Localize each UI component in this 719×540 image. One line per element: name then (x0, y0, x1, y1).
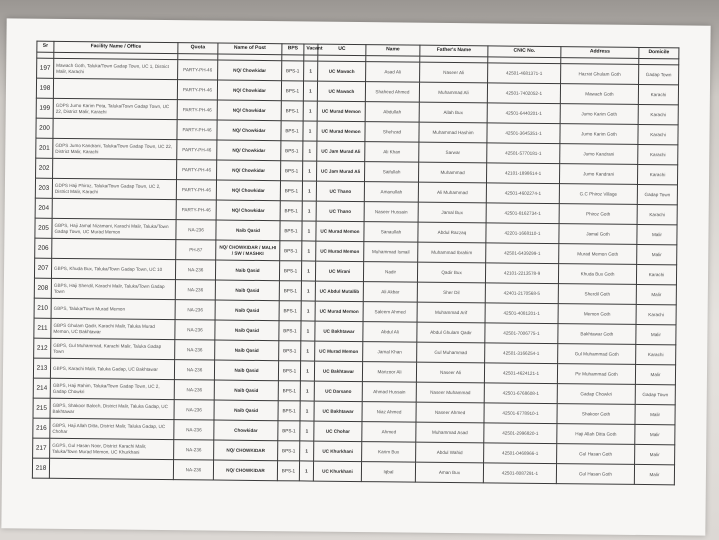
cell-vacant: 1 (303, 101, 317, 121)
cell-cnic: 42501-8087291-1 (483, 463, 556, 484)
cell-quota: PARTY-PH-46 (176, 180, 216, 200)
cell-quota: PARTY-PH-46 (177, 140, 217, 160)
cell-father-name: Abdul Razzaq (418, 222, 486, 243)
cell-vacant: 1 (299, 461, 313, 481)
cell-quota: NA-236 (173, 460, 213, 480)
cell-post: Naib Qasid (216, 220, 280, 241)
cell-serial: 207 (34, 258, 51, 278)
header-uc: UC (318, 44, 366, 56)
cell-serial: 211 (34, 318, 51, 338)
cell-uc: UC Murad Memon (315, 301, 363, 322)
cell-name: Shehzad (365, 122, 419, 143)
cell-address: Murad Memon Goth (559, 244, 637, 265)
cell-domicile: Gadap Town (639, 64, 679, 84)
cell-bps: BPS-1 (278, 401, 300, 421)
cell-cnic: 42501-4624121-1 (484, 363, 557, 384)
cell-uc: UC Mirani (315, 261, 363, 282)
header-bps: BPS (282, 44, 304, 55)
cell-address: Jumo Kandrani (559, 164, 637, 185)
cell-name: Abdul Ali (363, 322, 417, 343)
cell-bps: BPS-1 (279, 281, 301, 301)
cell-domicile: Karachi (638, 144, 678, 164)
cell-facility: GGPS, Gul Hasan Noor, District Karachi Malir, Taluka/Town Murad Memon, UC Khurkhani (50, 438, 174, 459)
cell-uc: UC Jam Murad Ali (317, 141, 365, 162)
cell-post: NQ/ Chowkidar (216, 180, 280, 201)
cell-domicile: Karachi (638, 84, 678, 104)
cell-cnic: 42101-2213578-9 (485, 263, 558, 284)
cell-domicile: Karachi (636, 304, 676, 324)
header-vacant: Vacant (304, 44, 318, 55)
cell-serial: 206 (35, 238, 52, 258)
cell-quota: PH-87 (176, 240, 216, 260)
cell-vacant: 1 (304, 61, 318, 81)
cell-facility: GBPS, Haji Allah Ditta, District Malir, Taluka Gadap, UC Chohar (50, 418, 174, 439)
cell-quota: NA-236 (174, 440, 214, 460)
cell-post: Naib Qasid (215, 300, 279, 321)
cell-quota: PARTY-PH-46 (177, 160, 217, 180)
cell-cnic: 42401-2170568-5 (485, 283, 558, 304)
cell-vacant: 1 (303, 141, 317, 161)
cell-post: NQ/ CHOWKIDAR / MALHI / SW / MASHKI (216, 240, 280, 261)
cell-post: NQ/ Chowkidar (217, 120, 281, 141)
cell-uc: UC Thano (316, 201, 364, 222)
cell-vacant: 1 (303, 161, 317, 181)
cell-name: Jamal Khan (363, 342, 417, 363)
cell-quota: NA-236 (176, 220, 216, 240)
cell-cnic: 42501-3166254-1 (485, 343, 558, 364)
cell-father-name: Sher Dil (417, 282, 485, 303)
header-address: Address (561, 47, 639, 59)
cell-quota: NA-236 (175, 320, 215, 340)
cell-facility: GBPS, Gul Muhammad, Karachi Malir, Taluka Gadap Town (51, 338, 175, 359)
cell-domicile: Karachi (638, 104, 678, 124)
cell-post: Naib Qasid (214, 380, 278, 401)
cell-domicile: Malir (637, 224, 677, 244)
cell-bps: BPS-1 (278, 381, 300, 401)
cell-father-name: Muhammad Arif (417, 302, 485, 323)
cell-bps: BPS-1 (279, 341, 301, 361)
cell-quota: NA-236 (175, 300, 215, 320)
cell-vacant: 1 (302, 201, 316, 221)
cell-domicile: Gadap Town (635, 384, 675, 404)
cell-domicile: Malir (637, 244, 677, 264)
cell-address: Shakoor Goth (557, 404, 635, 425)
header-father-name: Father's Name (420, 45, 488, 57)
cell-vacant: 1 (302, 181, 316, 201)
cell-domicile: Malir (636, 284, 676, 304)
cell-uc: UC Bakhtawar (314, 401, 362, 422)
cell-name: Asad Ali (366, 62, 420, 83)
cell-address: Gul Muhammad Goth (558, 344, 636, 365)
cell-cnic: 42501-4081201-1 (485, 303, 558, 324)
cell-vacant: 1 (301, 341, 315, 361)
cell-uc: UC Thano (316, 181, 364, 202)
cell-uc: UC Murad Memon (317, 101, 365, 122)
cell-uc: UC Mawach (317, 81, 365, 102)
cell-post: Naib Qasid (215, 260, 279, 281)
cell-post: NQ/ Chowkidar (217, 160, 281, 181)
cell-vacant: 1 (301, 301, 315, 321)
cell-address: Khuda Bux Goth (558, 264, 636, 285)
cell-bps: BPS-1 (282, 61, 304, 81)
cell-post: NQ/ Chowkidar (217, 100, 281, 121)
cell-cnic: 42501-4602274-1 (486, 183, 559, 204)
cell-post: Naib Qasid (215, 320, 279, 341)
cell-uc: UC Bakhtawar (314, 361, 362, 382)
cell-facility (52, 238, 176, 259)
cell-uc: UC Khurkhani (313, 461, 361, 482)
cell-facility: GBPS, Haji Jamal Nizamani, Karachi Malir, Taluka/Town Gadap Town, UC Murad Memon (52, 218, 176, 239)
cell-name: Naseer Hussain (364, 202, 418, 223)
cell-domicile: Malir (634, 464, 674, 484)
cell-facility (53, 158, 177, 179)
header-post: Name of Post (218, 43, 282, 55)
cell-bps: BPS-1 (279, 261, 301, 281)
cell-facility: GBPS, Shakoor Baloch, District Malir, Taluka Gadap, UC Bakhtawar (50, 398, 174, 419)
cell-facility: GBPS, Khuda Bux, Taluka/Town Gadap Town, UC 10 (51, 258, 175, 279)
cell-domicile: Karachi (637, 164, 677, 184)
cell-serial: 216 (33, 418, 50, 438)
cell-uc: UC Murad Memon (316, 241, 364, 262)
cell-bps: BPS-1 (278, 361, 300, 381)
paper-sheet (1, 18, 710, 535)
cell-facility: GBPS, Haji Sherdil, Karachi Malir, Taluka/Town Gadap Town (51, 278, 175, 299)
cell-uc: UC Murad Memon (316, 221, 364, 242)
cell-cnic: 42101-1898614-1 (486, 163, 559, 184)
cell-domicile: Malir (635, 444, 675, 464)
cell-domicile: Karachi (636, 344, 676, 364)
cell-serial: 199 (36, 98, 53, 118)
cell-father-name: Muhammad Ibrahim (418, 242, 486, 263)
cell-father-name: Muhammad Ali (419, 82, 487, 103)
header-facility: Facility Name / Office (54, 41, 178, 53)
cell-uc: UC Mawach (318, 61, 366, 82)
cell-serial: 204 (35, 198, 52, 218)
cell-post: Naib Qasid (214, 400, 278, 421)
cell-serial: 215 (33, 398, 50, 418)
cell-cnic: 42501-8162734-1 (486, 203, 559, 224)
cell-uc: UC Jam Murad Ali (317, 161, 365, 182)
cell-quota: PARTY-PH-46 (177, 100, 217, 120)
cell-quota: NA-236 (174, 400, 214, 420)
cell-father-name: Abdul Wahid (416, 442, 484, 463)
cell-post: Naib Qasid (215, 280, 279, 301)
cell-address: Phiroz Goth (559, 204, 637, 225)
cell-bps: BPS-1 (278, 421, 300, 441)
cell-post: NQ/ Chowkidar (216, 200, 280, 221)
cell-vacant: 1 (300, 381, 314, 401)
cell-post: Naib Qasid (215, 340, 279, 361)
cell-facility (53, 118, 177, 139)
cell-bps: BPS-1 (281, 161, 303, 181)
cell-facility: GBPS, Haji Rahim, Taluka/Town Gadap Town, UC 2, Gadap Chowkri (50, 378, 174, 399)
cell-quota: PARTY-PH-46 (176, 200, 216, 220)
cell-serial: 202 (36, 158, 53, 178)
cell-bps: BPS-1 (281, 81, 303, 101)
cell-serial: 205 (35, 218, 52, 238)
cell-vacant: 1 (300, 361, 314, 381)
cell-name: Muhammad Ismail (364, 242, 418, 263)
header-domicile: Domicile (639, 47, 679, 58)
cell-address: Memon Goth (558, 304, 636, 325)
cell-name: Abdullah (365, 102, 419, 123)
cell-cnic: 42501-0468966-1 (484, 443, 557, 464)
cell-cnic: 42501-7006775-1 (485, 323, 558, 344)
cell-facility (49, 458, 173, 479)
cell-bps: BPS-1 (278, 441, 300, 461)
cell-serial: 218 (32, 458, 49, 478)
cell-name: Ahmed (362, 422, 416, 443)
cell-address: Jumo Kandrani (560, 144, 638, 165)
cell-facility (53, 78, 177, 99)
cell-bps: BPS-1 (281, 121, 303, 141)
cell-father-name: Sarwar (419, 142, 487, 163)
cell-vacant: 1 (303, 121, 317, 141)
cell-facility: GBPS Ghulam Qadir, Karachi Malir, Taluka Murad Memon, UC Bakhtawar (51, 318, 175, 339)
cell-domicile: Karachi (636, 264, 676, 284)
cell-bps: BPS-1 (279, 321, 301, 341)
cell-post: NQ/ Chowkidar (218, 60, 282, 81)
cell-uc: UC Chohar (314, 421, 362, 442)
cell-name: Ahmad Hussain (362, 382, 416, 403)
cell-name: Saifullah (364, 162, 418, 183)
cell-father-name: Aman Bux (415, 462, 483, 483)
cell-name: Nadir (363, 262, 417, 283)
cell-name: Niaz Ahmed (362, 402, 416, 423)
header-quota: Quota (178, 43, 218, 54)
cell-father-name: Naseer Ali (416, 362, 484, 383)
cell-post: Chowkidar (214, 420, 278, 441)
cell-facility: GDPS Jumo Kandrani, Taluka/Town Gadap Town, UC 22, District Malir, Karachi (53, 138, 177, 159)
header-name: Name (366, 45, 420, 57)
cell-name: Sanaullah (364, 222, 418, 243)
cell-vacant: 1 (300, 401, 314, 421)
cell-father-name: Allah Bux (419, 102, 487, 123)
cell-facility (52, 198, 176, 219)
cell-name: Shaheed Ahmed (365, 82, 419, 103)
cell-serial: 210 (34, 298, 51, 318)
cell-uc: UC Khurkhani (314, 441, 362, 462)
cell-father-name: Muhammad (418, 162, 486, 183)
header-cnic: CNIC No. (488, 46, 561, 58)
cell-quota: NA-236 (174, 360, 214, 380)
cell-address: Gadap Chowkri (557, 384, 635, 405)
cell-father-name: Abdul Ghulam Qadir (417, 322, 485, 343)
cell-facility: GDPS Jumo Karim Pota, Taluka/Town Gadap Town, UC 22, District Malir, Karachi (53, 98, 177, 119)
cell-vacant: 1 (302, 241, 316, 261)
header-sr: Sr (37, 41, 54, 52)
cell-father-name: Naseer Ahmed (416, 402, 484, 423)
cell-cnic: 42501-2996820-1 (484, 423, 557, 444)
cell-address: Haji Allah Ditta Goth (557, 424, 635, 445)
cell-serial: 212 (34, 338, 51, 358)
cell-name: Amanullah (364, 182, 418, 203)
vacancy-list-table (32, 41, 680, 486)
cell-domicile: Karachi (637, 204, 677, 224)
cell-father-name: Qadir Bux (417, 262, 485, 283)
cell-facility: Mawach Goth, Taluka/Town Gadap Town, UC 1, District Malir, Karachi (54, 58, 178, 79)
cell-cnic: 42501-6439299-1 (486, 243, 559, 264)
cell-cnic: 42501-6768608-1 (484, 383, 557, 404)
cell-uc: UC Murad Memon (317, 121, 365, 142)
cell-quota: PARTY-PH-46 (177, 80, 217, 100)
cell-vacant: 1 (301, 261, 315, 281)
cell-quota: NA-236 (174, 380, 214, 400)
cell-vacant: 1 (300, 421, 314, 441)
cell-quota: PARTY-PH-46 (178, 60, 218, 80)
cell-facility: GDPS Haji Phiroz, Taluka/Town Gadap Town, UC 2, District Malir, Karachi (52, 178, 176, 199)
cell-quota: PARTY-PH-46 (177, 120, 217, 140)
cell-domicile: Malir (635, 364, 675, 384)
cell-facility: GBPS, Karachi Malir, Taluka Gadap, UC Bakhtawar (50, 358, 174, 379)
cell-bps: BPS-1 (281, 101, 303, 121)
cell-bps: BPS-1 (279, 301, 301, 321)
cell-serial: 217 (33, 438, 50, 458)
cell-uc: UC Murad Memon (315, 341, 363, 362)
cell-domicile: Malir (636, 324, 676, 344)
cell-address: Jumo Karim Goth (560, 124, 638, 145)
cell-father-name: Naseer Muhammad (416, 382, 484, 403)
cell-cnic: 42501-3645351-1 (487, 123, 560, 144)
cell-serial: 208 (34, 278, 51, 298)
cell-quota: NA-236 (175, 280, 215, 300)
cell-uc: UC Bakhtawar (315, 321, 363, 342)
cell-cnic: 42501-6778910-1 (484, 403, 557, 424)
cell-vacant: 1 (301, 281, 315, 301)
cell-domicile: Gadap Town (637, 184, 677, 204)
cell-name: Ali Khan (365, 142, 419, 163)
cell-facility: GBPS, Taluka/Town Murad Memon (51, 298, 175, 319)
cell-serial: 200 (36, 118, 53, 138)
cell-bps: BPS-1 (280, 181, 302, 201)
cell-address: Jumo Karim Goth (560, 104, 638, 125)
cell-vacant: 1 (301, 321, 315, 341)
cell-name: Saleem Ahmed (363, 302, 417, 323)
cell-serial: 198 (36, 78, 53, 98)
cell-domicile: Karachi (638, 124, 678, 144)
cell-address: Mawach Goth (560, 84, 638, 105)
cell-post: Naib Qasid (214, 360, 278, 381)
cell-serial: 197 (37, 58, 54, 78)
cell-address: Gul Hasan Goth (556, 464, 634, 485)
cell-post: NQ/ CHOWKIDAR (214, 440, 278, 461)
cell-father-name: Muhammad Hashim (419, 122, 487, 143)
cell-name: Ali Akbar (363, 282, 417, 303)
cell-post: NQ/ Chowkidar (217, 80, 281, 101)
cell-address: Bakhtawar Goth (558, 324, 636, 345)
cell-father-name: Muhammad Asad (416, 422, 484, 443)
cell-address: Jamal Goth (559, 224, 637, 245)
cell-address: Sherdil Goth (558, 284, 636, 305)
cell-cnic: 42501-6440201-1 (487, 103, 560, 124)
cell-address: Hazrat Ghulam Goth (561, 64, 639, 85)
cell-address: Pir Muhammad Goth (557, 364, 635, 385)
cell-father-name: Naseer Ali (420, 62, 488, 83)
cell-address: G.C Phiroz Village (559, 184, 637, 205)
cell-vacant: 1 (300, 441, 314, 461)
cell-address: Gul Hasan Goth (557, 444, 635, 465)
cell-cnic: 42501-5770181-1 (487, 143, 560, 164)
cell-domicile: Malir (635, 404, 675, 424)
cell-father-name: Ali Muhammad (418, 182, 486, 203)
cell-serial: 203 (35, 178, 52, 198)
cell-name: Iqbal (361, 462, 415, 483)
cell-domicile: Malir (635, 424, 675, 444)
cell-uc: UC Abdul Mutallib (315, 281, 363, 302)
cell-father-name: Jamal Bux (418, 202, 486, 223)
cell-quota: NA-236 (175, 340, 215, 360)
cell-bps: BPS-1 (277, 461, 299, 481)
cell-cnic: 42201-1668110-1 (486, 223, 559, 244)
cell-bps: BPS-1 (280, 241, 302, 261)
cell-post: NQ/ CHOWKIDAR (213, 460, 277, 481)
cell-name: Manzoor Ali (362, 362, 416, 383)
cell-cnic: 42501-7402052-1 (487, 83, 560, 104)
cell-serial: 213 (33, 358, 50, 378)
cell-serial: 201 (36, 138, 53, 158)
cell-vacant: 1 (303, 81, 317, 101)
cell-quota: NA-236 (175, 260, 215, 280)
cell-bps: BPS-1 (280, 221, 302, 241)
cell-vacant: 1 (302, 221, 316, 241)
cell-bps: BPS-1 (280, 201, 302, 221)
cell-cnic: 42501-4681371-1 (488, 63, 561, 84)
cell-serial: 214 (33, 378, 50, 398)
cell-bps: BPS-1 (281, 141, 303, 161)
cell-father-name: Gul Muhammad (417, 342, 485, 363)
cell-quota: NA-236 (174, 420, 214, 440)
cell-post: NQ/ Chowkidar (217, 140, 281, 161)
cell-name: Karim Bux (362, 442, 416, 463)
cell-uc: UC Darsano (314, 381, 362, 402)
